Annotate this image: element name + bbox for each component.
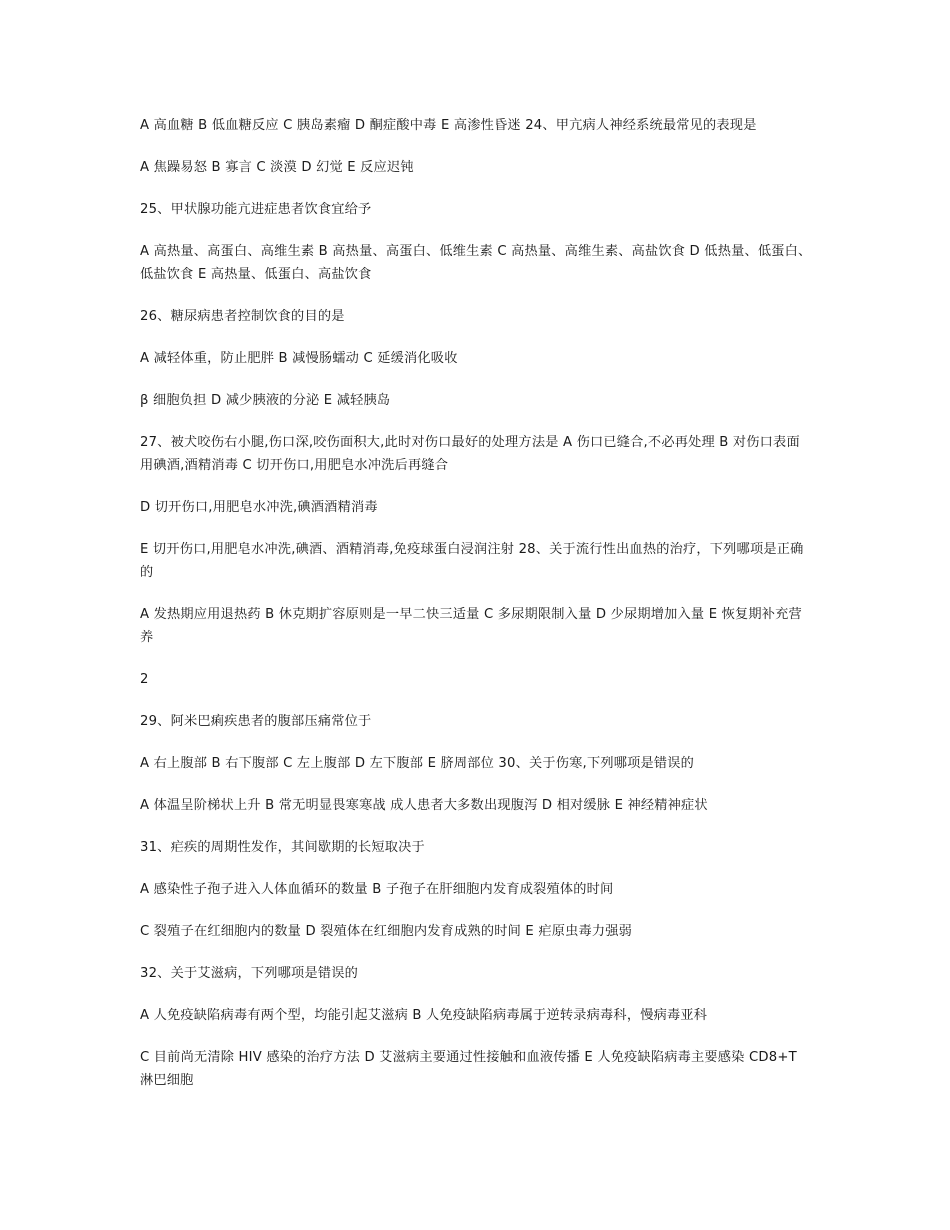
question-29-options: A 右上腹部 B 右下腹部 C 左上腹部 D 左下腹部 E 脐周部位 30、关于伤寒,下列哪项是错误的 (140, 756, 695, 771)
question-26-options: A 减轻体重，防止肥胖 B 减慢肠蠕动 C 延缓消化吸收 (140, 351, 458, 366)
question-30-options: A 体温呈阶梯状上升 B 常无明显畏寒寒战 成人患者大多数出现腹泻 D 相对缓脉 E 神经精神症状 (140, 798, 708, 813)
question-32-stem: 32、关于艾滋病，下列哪项是错误的 (140, 966, 358, 981)
document-body (140, 114, 812, 1111)
question-31-stem: 31、疟疾的周期性发作，其间歇期的长短取决于 (140, 840, 425, 855)
question-32-options-cde: C 目前尚无清除 HIV 感染的治疗方法 D 艾滋病主要通过性接触和血液传播 E 人免疫缺陷病毒主要感染 CD8+T 淋巴细胞 (140, 1050, 797, 1088)
question-26-stem: 26、糖尿病患者控制饮食的目的是 (140, 309, 345, 324)
question-24-options: A 焦躁易怒 B 寡言 C 淡漠 D 幻觉 E 反应迟钝 (140, 160, 414, 175)
question-29-stem: 29、阿米巴痢疾患者的腹部压痛常位于 (140, 714, 372, 729)
question-27-option-d: D 切开伤口,用肥皂水冲洗,碘酒酒精消毒 (140, 500, 378, 515)
page-number: 2 (140, 672, 149, 687)
question-28-options: A 发热期应用退热药 B 休克期扩容原则是一早二快三适量 C 多尿期限制入量 D 少尿期增加入量 E 恢复期补充营养 (140, 607, 802, 645)
question-27-option-e: E 切开伤口,用肥皂水冲洗,碘酒、酒精消毒,免疫球蛋白浸润注射 28、关于流行性出血热的治疗，下列哪项是正确的 (140, 542, 804, 580)
question-26-options-continued: β 细胞负担 D 减少胰液的分泌 E 减轻胰岛 (140, 393, 391, 408)
question-32-options-ab: A 人免疫缺陷病毒有两个型，均能引起艾滋病 B 人免疫缺陷病毒属于逆转录病毒科，慢病毒亚科 (140, 1008, 708, 1023)
question-31-options-ab: A 感染性子孢子进入人体血循环的数量 B 子孢子在肝细胞内发育成裂殖体的时间 (140, 882, 614, 897)
question-25-options: A 高热量、高蛋白、高维生素 B 高热量、高蛋白、低维生素 C 高热量、高维生素、高盐饮食 D 低热量、低蛋白、低盐饮食 E 高热量、低蛋白、高盐饮食 (140, 244, 812, 282)
question-23-options: A 高血糖 B 低血糖反应 C 胰岛素瘤 D 酮症酸中毒 E 高渗性昏迷 24、甲亢病人神经系统最常见的表现是 (140, 118, 757, 133)
question-31-options-cde: C 裂殖子在红细胞内的数量 D 裂殖体在红细胞内发育成熟的时间 E 疟原虫毒力强弱 (140, 924, 633, 939)
question-27-stem: 27、被犬咬伤右小腿,伤口深,咬伤面积大,此时对伤口最好的处理方法是 A 伤口已缝合,不必再处理 B 对伤口表面用碘酒,酒精消毒 C 切开伤口,用肥皂水冲洗后再缝合 (140, 435, 800, 473)
question-25-stem: 25、甲状腺功能亢进症患者饮食宜给予 (140, 202, 372, 217)
